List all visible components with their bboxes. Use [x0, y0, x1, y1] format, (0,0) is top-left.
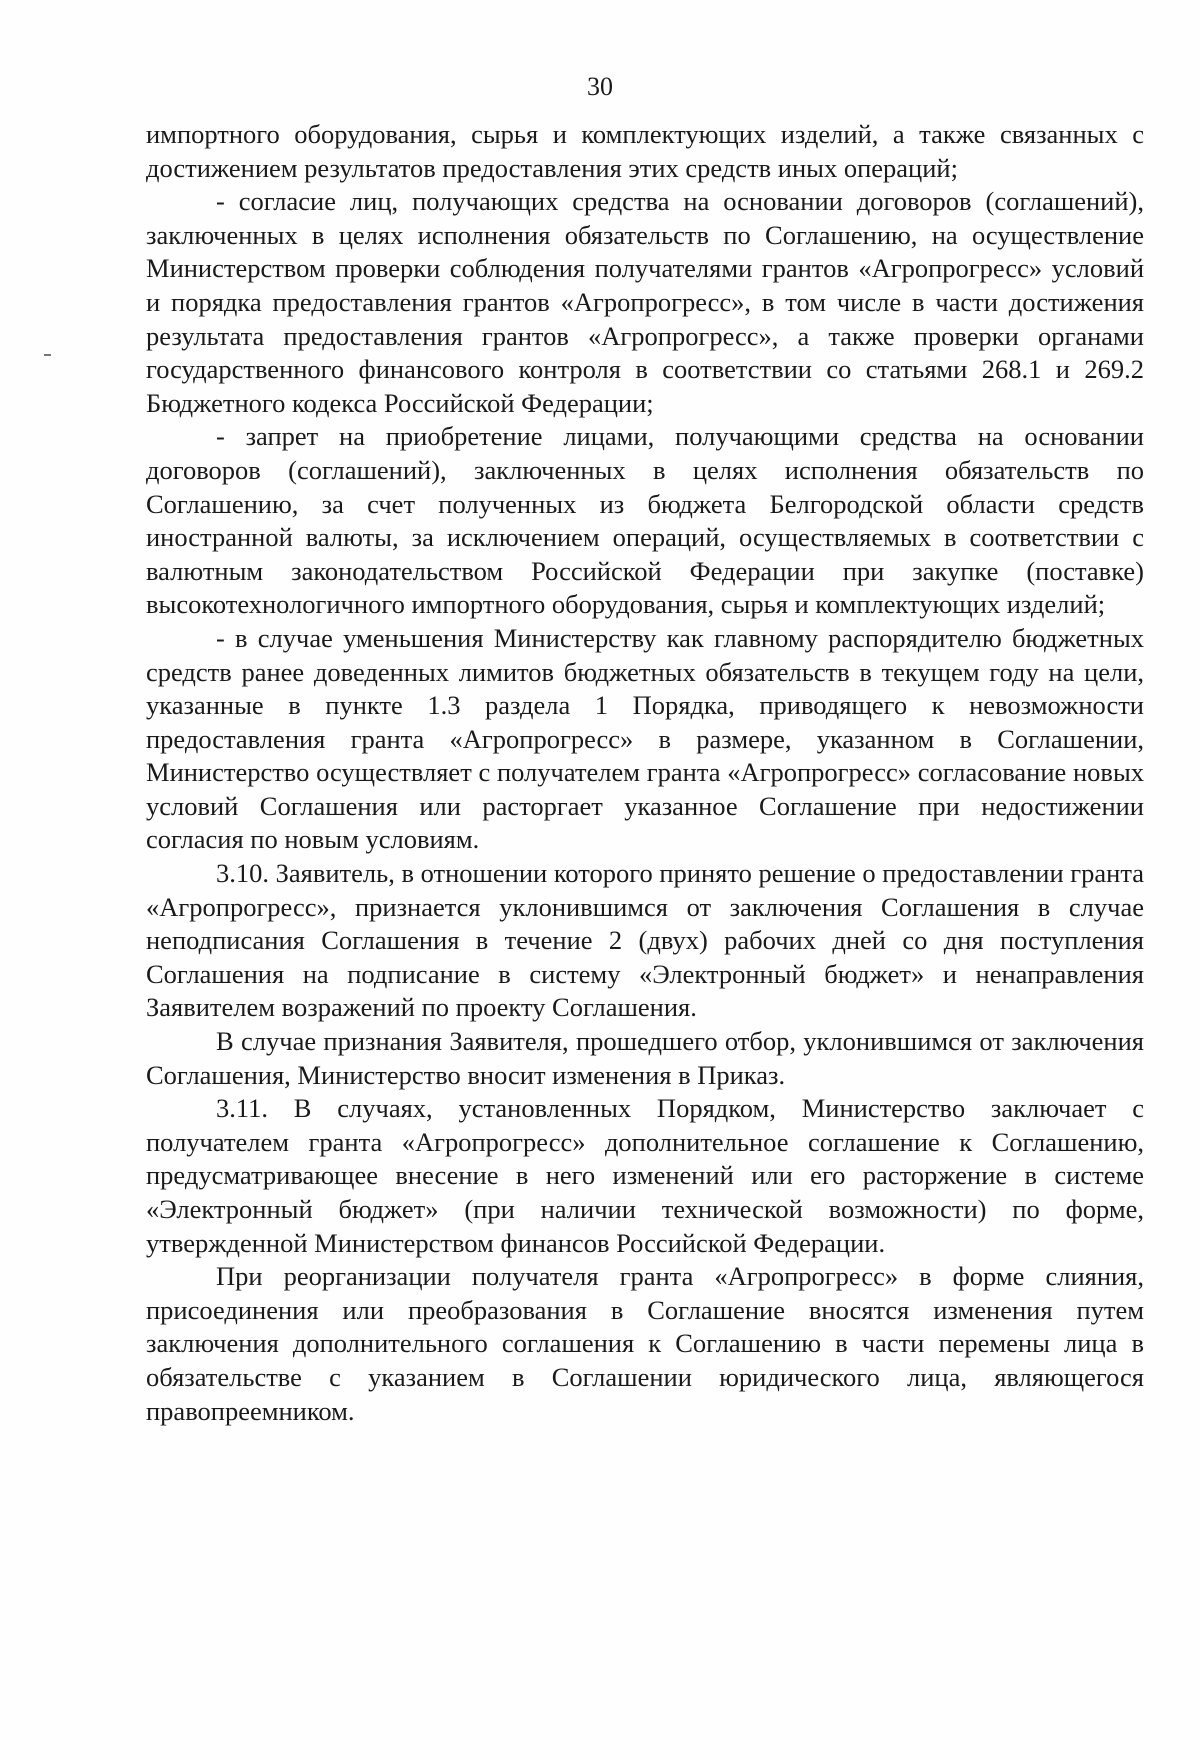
paragraph: - согласие лиц, получающих средства на основании договоров (соглашений), заключенных в целях исполнения обязательств по Соглашению, на осуществление Министерством проверки соблюдения получателями грантов «Агропрогресс» условий и порядка предоставления грантов «Агропрогресс», в том числе в части достижения результата предоставления грантов «Агропрогресс», а также проверки органами государственного финансового контроля в соответствии со статьями 268.1 и 269.2 Бюджетного кодекса Российской Федерации; — [146, 186, 1144, 418]
paragraph: импортного оборудования, сырья и комплектующих изделий, а также связанных с достижением результатов предоставления этих средств иных операций; — [146, 119, 1144, 183]
paragraph: 3.10. Заявитель, в отношении которого принято решение о предоставлении гранта «Агропрогресс», признается уклонившимся от заключения Соглашения в случае неподписания Соглашения в течение 2 (двух) рабочих дней со дня поступления Соглашения на подписание в систему «Электронный бюджет» и ненаправления Заявителем возражений по проекту Соглашения. — [146, 858, 1144, 1023]
scan-mark — [44, 354, 51, 356]
paragraph: 3.11. В случаях, установленных Порядком, Министерство заключает с получателем гранта «Агропрогресс» дополнительное соглашение к Соглашению, предусматривающее внесение в него изменений или его расторжение в системе «Электронный бюджет» (при наличии технической возможности) по форме, утвержденной Министерством финансов Российской Федерации. — [146, 1093, 1144, 1258]
paragraph: При реорганизации получателя гранта «Агропрогресс» в форме слияния, присоединения или преобразования в Соглашение вносятся изменения путем заключения дополнительного соглашения к Соглашению в части перемены лица в обязательстве с указанием в Соглашении юридического лица, являющегося правопреемником. — [146, 1261, 1144, 1426]
paragraph: - в случае уменьшения Министерству как главному распорядителю бюджетных средств ранее доведенных лимитов бюджетных обязательств в текущем году на цели, указанные в пункте 1.3 раздела 1 Порядка, приводящего к невозможности предоставления гранта «Агропрогресс» в размере, указанном в Соглашении, Министерство осуществляет с получателем гранта «Агропрогресс» согласование новых условий Соглашения или расторгает указанное Соглашение при недостижении согласия по новым условиям. — [146, 622, 1144, 855]
page-number: 30 — [587, 72, 613, 101]
paragraph: - запрет на приобретение лицами, получающими средства на основании договоров (соглашений), заключенных в целях исполнения обязательств по Соглашению, за счет полученных из бюджета Белгородской области средств иностранной валюты, за исключением операций, осуществляемых в соответствии с валютным законодательством Российской Федерации при закупке (поставке) высокотехнологичного импортного оборудования, сырья и комплектующих изделий; — [146, 421, 1144, 620]
document-body — [146, 118, 1144, 1428]
paragraph: В случае признания Заявителя, прошедшего отбор, уклонившимся от заключения Соглашения, Министерство вносит изменения в Приказ. — [146, 1026, 1144, 1090]
